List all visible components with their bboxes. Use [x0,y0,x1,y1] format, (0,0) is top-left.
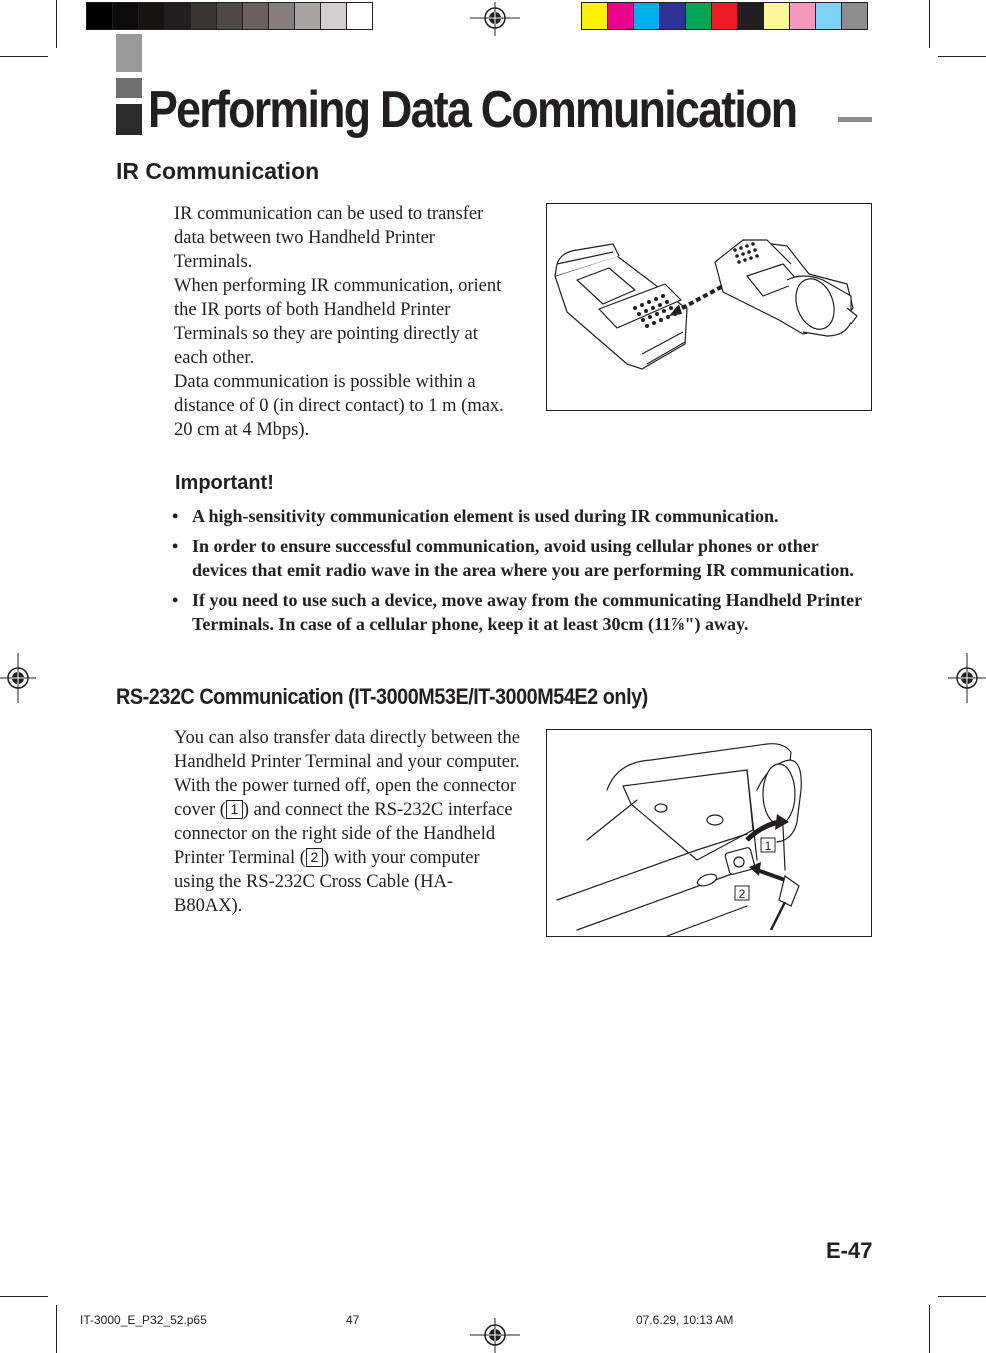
color-calibration-bar [581,2,868,30]
connector-cover-badge: 1 [226,800,243,819]
ir-figure [546,203,872,411]
important-heading: Important! [175,472,274,494]
color-swatch [608,3,634,29]
color-swatch [816,3,842,29]
registration-mark-left-icon [0,653,36,703]
rs232-text-3: ) with your computer using the RS-232C Cross Cable (HA-B80AX). [174,848,480,916]
color-swatch [686,3,712,29]
gray-swatch [243,3,269,29]
gray-swatch [139,3,165,29]
title-rule [838,117,872,122]
color-swatch [660,3,686,29]
gray-calibration-bar [86,2,373,30]
color-swatch [582,3,608,29]
list-item: • If you need to use such a device, move away from the communicating Handheld Printer Terminals. In case of a cellular phone, keep it at least 30cm (11⅞") away. [170,588,870,636]
ir-heading: IR Communication [116,158,320,184]
color-swatch [764,3,790,29]
rs232-heading: RS-232C Communication (IT-3000M53E/IT-3000M54E2 only) [116,684,648,709]
color-swatch [842,3,867,29]
gray-swatch [295,3,321,29]
rs232-paragraph [174,726,520,918]
page-number: E-47 [826,1238,873,1263]
interface-connector-badge: 2 [306,848,323,867]
rs232-text-2: ) and connect the RS-232C interface connector on the right side of the Handheld Printer Terminal ( [174,800,513,868]
important-list [170,504,870,642]
rs232-connector-illustration [547,730,871,936]
ir-terminals-illustration [547,204,871,410]
ir-paragraph: When performing IR communication, orient the IR ports of both Handheld Printer Terminals so they are pointing directly at each other. [174,276,502,368]
gray-swatch [347,3,372,29]
footer-timestamp: 07.6.29, 10:13 AM [636,1313,734,1327]
rs232-figure [546,729,872,937]
page-title: Performing Data Communication [148,81,797,139]
registration-mark-bottom-icon [470,1318,520,1353]
ir-paragraph: IR communication can be used to transfer data between two Handheld Printer Terminals. [174,204,484,272]
gray-swatch [269,3,295,29]
gray-swatch [217,3,243,29]
gray-swatch [191,3,217,29]
list-item: • A high-sensitivity communication element is used during IR communication. [170,504,870,528]
gray-swatch [113,3,139,29]
ir-paragraph: Data communication is possible within a distance of 0 (in direct contact) to 1 m (max. 20 cm at 4 Mbps). [174,372,504,440]
gray-swatch [321,3,347,29]
footer-page: 47 [346,1313,360,1327]
rs232-text-1: You can also transfer data directly between the Handheld Printer Terminal and your computer. With the power turned off, open the connector cover ( [174,728,520,820]
figure-label-1: 1 [764,839,772,853]
figure-label-2: 2 [738,887,746,901]
list-item: • In order to ensure successful communication, avoid using cellular phones or other devices that emit radio wave in the area where you are performing IR communication. [170,534,870,582]
registration-mark-right-icon [948,653,986,703]
color-swatch [634,3,660,29]
gray-swatch [165,3,191,29]
gray-swatch [87,3,113,29]
color-swatch [790,3,816,29]
color-swatch [712,3,738,29]
footer-file: IT-3000_E_P32_52.p65 [80,1313,207,1327]
rs232-body [174,726,520,918]
color-swatch [738,3,764,29]
ir-body [174,202,514,442]
registration-mark-top-icon [470,2,520,36]
